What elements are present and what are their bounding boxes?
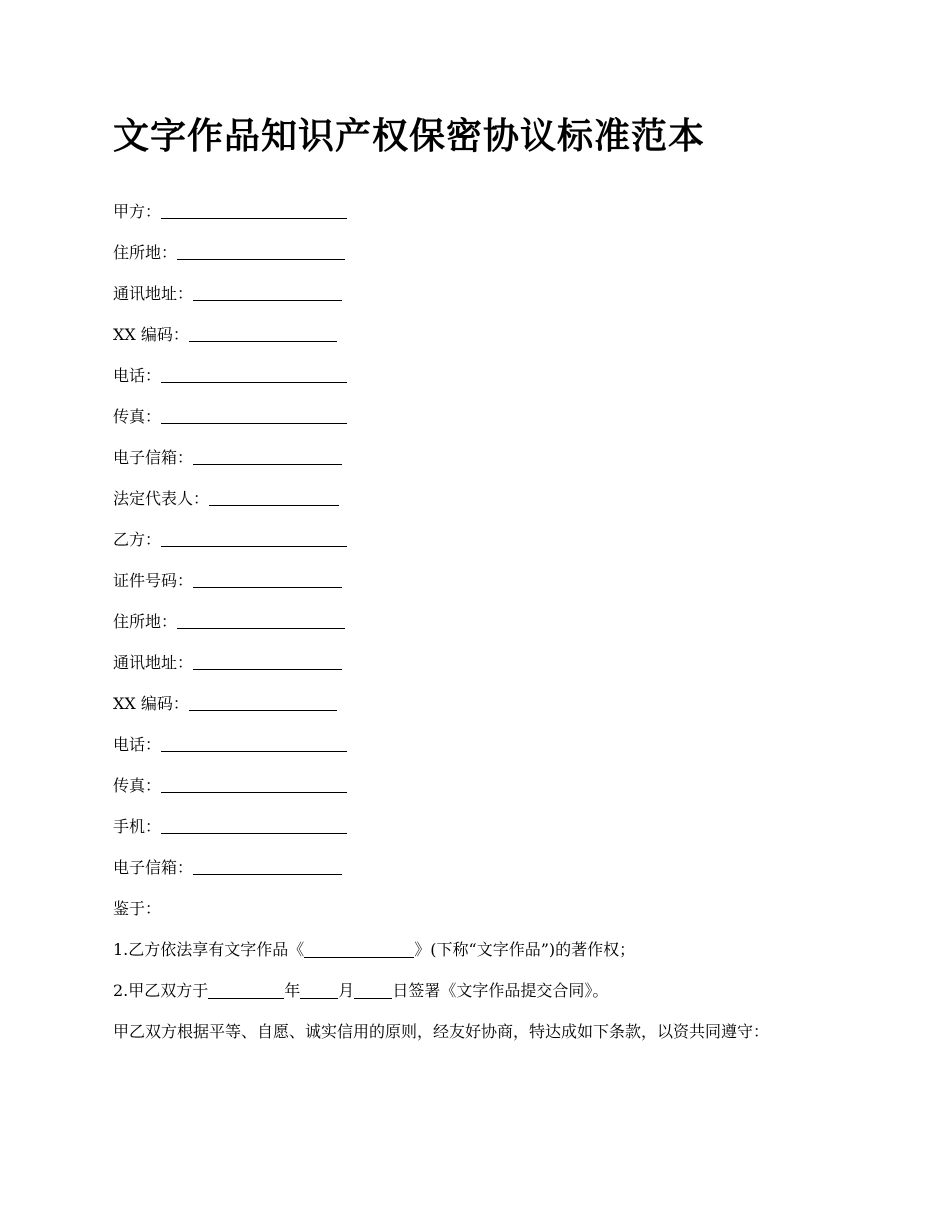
blank-line[interactable] [161, 733, 347, 752]
field-label: 传真： [113, 407, 162, 426]
blank-line[interactable] [177, 241, 345, 260]
field-postcode [113, 305, 843, 346]
closing-paragraph: 甲乙双方根据平等、自愿、诚实信用的原则，经友好协商，特达成如下条款，以资共同遵守： [113, 1022, 770, 1041]
blank-line[interactable] [161, 528, 347, 547]
blank-line[interactable] [193, 282, 342, 301]
field-fax [113, 756, 843, 797]
clause-1 [113, 939, 843, 961]
field-label: 电话： [113, 366, 162, 385]
blank-line[interactable] [209, 487, 339, 506]
field-label: 乙方： [113, 530, 162, 549]
clause-1-suffix: 》(下称“文字作品”)的著作权； [414, 940, 636, 959]
field-label: 住所地： [113, 612, 178, 631]
blank-line[interactable] [161, 364, 347, 383]
field-party-b [113, 510, 843, 551]
blank-line[interactable] [189, 692, 337, 711]
clause-2 [113, 980, 843, 1002]
blank-line[interactable] [208, 980, 284, 999]
field-mailing-address [113, 633, 843, 674]
blank-line[interactable] [193, 856, 342, 875]
field-label: XX 编码： [113, 694, 189, 713]
field-party-a [113, 182, 843, 223]
field-label: 传真： [113, 776, 162, 795]
field-legal-representative [113, 469, 843, 510]
field-label: 通讯地址： [113, 653, 194, 672]
field-email [113, 838, 843, 879]
field-id-number [113, 551, 843, 592]
field-phone [113, 715, 843, 756]
blank-line[interactable] [161, 405, 347, 424]
blank-line[interactable] [161, 774, 347, 793]
field-label: 住所地： [113, 243, 178, 262]
field-label: 法定代表人： [113, 489, 210, 508]
clause-2-year: 年 [284, 981, 301, 1000]
field-label: 证件号码： [113, 571, 194, 590]
clause-1-prefix: 1.乙方依法享有文字作品《 [113, 940, 305, 959]
blank-line[interactable] [304, 939, 414, 958]
blank-line[interactable] [189, 323, 337, 342]
field-phone [113, 346, 843, 387]
document-title: 文字作品知识产权保密协议标准范本 [113, 115, 706, 157]
field-fax [113, 387, 843, 428]
field-mobile [113, 797, 843, 838]
blank-line[interactable] [161, 200, 347, 219]
field-label: 手机： [113, 817, 162, 836]
party-fields [113, 182, 843, 879]
blank-line[interactable] [177, 610, 345, 629]
clause-2-month: 月 [338, 981, 355, 1000]
field-address [113, 592, 843, 633]
field-postcode [113, 674, 843, 715]
blank-line[interactable] [193, 651, 342, 670]
field-label: 电子信箱： [113, 448, 194, 467]
field-label: 甲方： [113, 202, 162, 221]
blank-line[interactable] [300, 980, 338, 999]
blank-line[interactable] [193, 569, 342, 588]
field-label: XX 编码： [113, 325, 189, 344]
field-mailing-address [113, 264, 843, 305]
document-page [113, 110, 843, 1043]
clause-2-day: 日签署《文字作品提交合同》。 [392, 981, 609, 1000]
clause-2-prefix: 2.甲乙双方于 [113, 981, 209, 1000]
blank-line[interactable] [193, 446, 342, 465]
field-label: 电子信箱： [113, 858, 194, 877]
whereas-heading: 鉴于： [113, 899, 162, 918]
field-address [113, 223, 843, 264]
field-email [113, 428, 843, 469]
blank-line[interactable] [354, 980, 392, 999]
field-label: 电话： [113, 735, 162, 754]
blank-line[interactable] [161, 815, 347, 834]
field-label: 通讯地址： [113, 284, 194, 303]
